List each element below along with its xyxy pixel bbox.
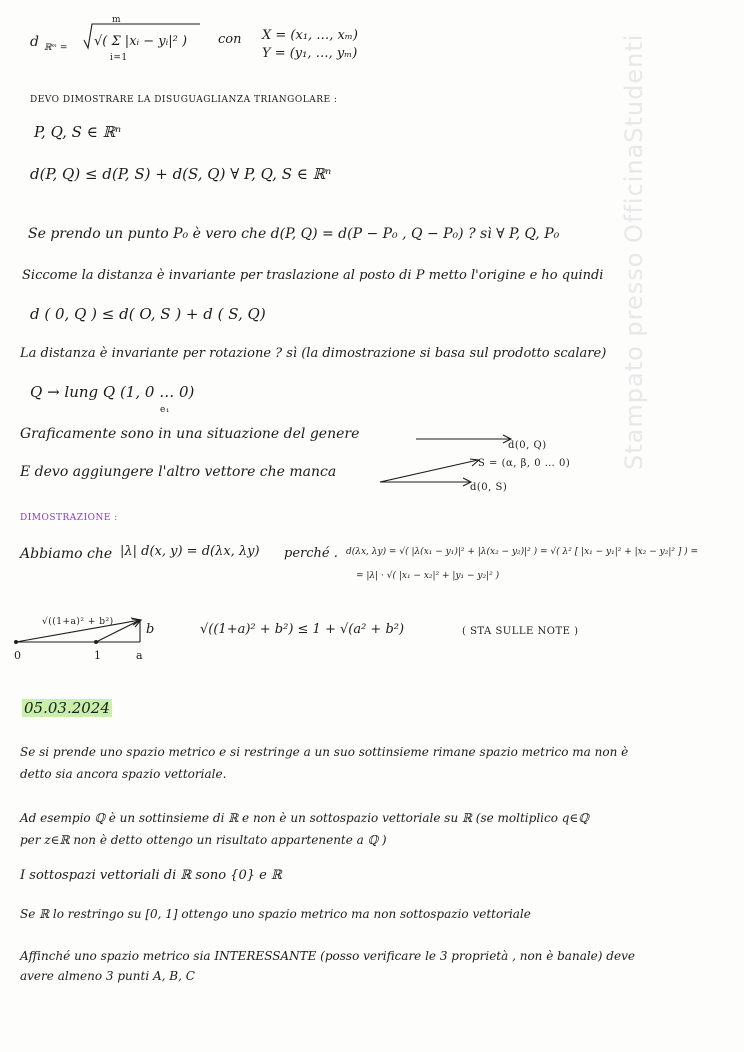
label-d0q: d(0, Q) — [508, 440, 547, 451]
points-set: P, Q, S ∈ ℝⁿ — [34, 123, 122, 141]
line-translation-invariant: Siccome la distanza è invariante per traslazione al posto di P metto l'origine e ho quindi — [22, 268, 604, 283]
line-origin-inequality: d ( 0, Q ) ≤ d( O, S ) + d ( S, Q) — [30, 305, 266, 323]
watermark: Stampato presso OfficinaStudenti — [620, 33, 648, 470]
vector-y: Y = (y₁, …, yₘ) — [262, 46, 358, 61]
triangle-diagram — [15, 618, 141, 643]
vector-d0s-sketch — [380, 459, 479, 486]
section-title: DEVO DIMOSTRARE LA DISUGUAGLIANZA TRIANGOLARE : — [30, 95, 338, 105]
diagram-one-label: 1 — [94, 649, 102, 662]
line-graphically: Graficamente sono in una situazione del genere — [20, 426, 360, 442]
diagram-hypotenuse-label: √((1+a)² + b²) — [42, 617, 114, 627]
line-example-q-cont: per z∈ℝ non è detto ottengo un risultato appartenente a ℚ ) — [20, 833, 387, 847]
line-translation-question: Se prendo un punto P₀ è vero che d(P, Q) = d(P − P₀ , Q − P₀) ? sì ∀ P, Q, P₀ — [28, 226, 560, 242]
line-subset-metric: Se si prende uno spazio metrico e si restringe a un suo sottinsieme rimane spazio metrico ma non è — [20, 745, 629, 759]
line-subspaces-r: I sottospazi vettoriali di ℝ sono {0} e ℝ — [20, 868, 282, 883]
see-notes: ( STA SULLE NOTE ) — [462, 626, 579, 637]
vector-d0q-sketch — [416, 435, 511, 443]
diagram-a-label: a — [136, 649, 144, 662]
label-d0s: d(0, S) — [470, 482, 508, 493]
line-rotation-map: Q → lung Q (1, 0 … 0) — [30, 383, 195, 401]
sum-lower: i=1 — [110, 53, 128, 63]
sum-upper: m — [112, 15, 122, 25]
line-not-vector-space: detto sia ancora spazio vettoriale. — [20, 767, 227, 781]
line-rotation-invariant: La distanza è invariante per rotazione ? sì (la dimostrazione si basa sul prodotto scalare) — [20, 346, 607, 361]
header-sqrt-sign — [84, 24, 200, 48]
con-word: con — [218, 32, 242, 47]
line-we-have: Abbiamo che — [20, 546, 113, 562]
label-s-coords: S = (α, β, 0 … 0) — [478, 458, 571, 469]
line-interesting-space: Affinché uno spazio metrico sia INTERESSANTE (posso verificare le 3 proprietà , non è banale) deve — [20, 949, 635, 963]
vector-x: X = (x₁, …, xₘ) — [262, 28, 358, 43]
diagram-zero-label: 0 — [14, 649, 22, 662]
date-highlight: 05.03.2024 — [24, 699, 110, 717]
diagram-b-label: b — [146, 622, 155, 637]
because-word: perché . — [284, 546, 338, 561]
proof-title: DIMOSTRAZIONE : — [20, 513, 118, 523]
triangle-inequality: d(P, Q) ≤ d(P, S) + d(S, Q) ∀ P, Q, S ∈ ℝⁿ — [30, 165, 332, 183]
scaling-proof-step1: d(λx, λy) = √( |λ(x₁ − y₁)|² + |λ(x₂ − y₂)|² ) = √( λ² [ |x₁ − y₁|² + |x₂ − y₂|² ] ) = — [346, 547, 699, 557]
distance-formula: √( Σ |xᵢ − yᵢ|² ) — [94, 34, 188, 49]
line-three-points: avere almeno 3 punti A, B, C — [20, 969, 195, 983]
line-example-q: Ad esempio ℚ è un sottinsieme di ℝ e non è un sottospazio vettoriale su ℝ (se moltiplico q∈ℚ — [20, 811, 589, 825]
scaling-property: |λ| d(x, y) = d(λx, λy) — [120, 544, 260, 559]
e1-label: e₁ — [160, 405, 170, 415]
distance-symbol: d — [30, 34, 39, 50]
scaling-proof-step2: = |λ| · √( |x₁ − x₂|² + |y₁ − y₂|² ) — [356, 571, 500, 581]
sqrt-inequality: √((1+a)² + b²) ≤ 1 + √(a² + b²) — [200, 622, 405, 637]
line-add-vector: E devo aggiungere l'altro vettore che manca — [20, 464, 337, 480]
distance-subscript: ℝᵐ = — [44, 43, 68, 53]
line-restrict-interval: Se ℝ lo restringo su [0, 1] ottengo uno spazio metrico ma non sottospazio vettoriale — [20, 907, 531, 921]
